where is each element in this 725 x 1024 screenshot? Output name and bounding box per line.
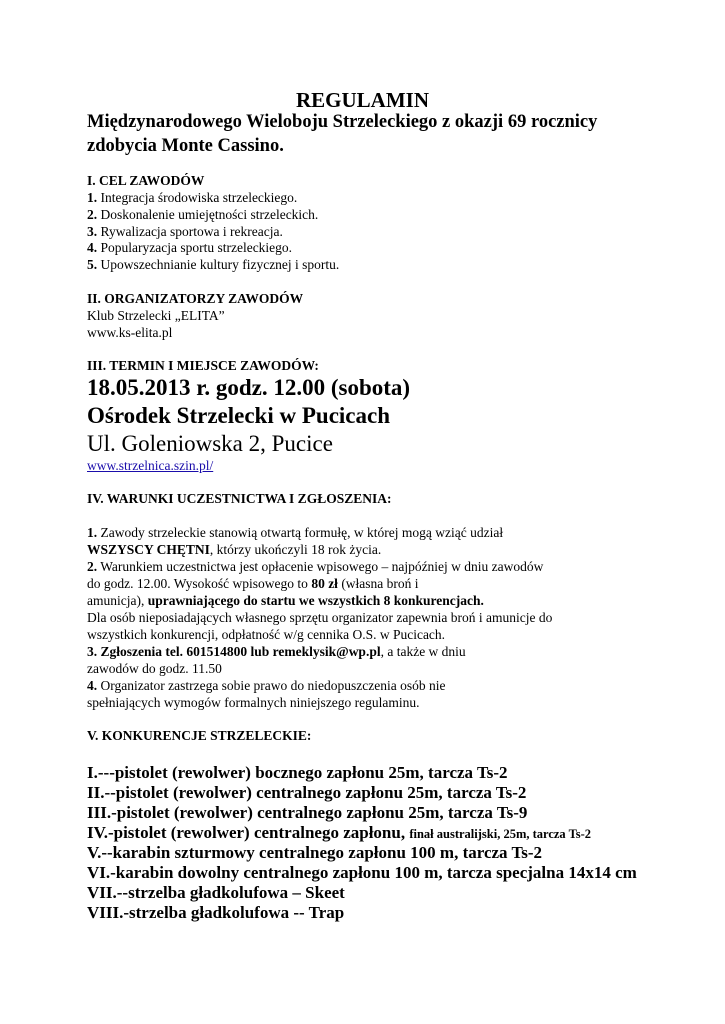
paragraph-3-line-2: zawodów do godz. 11.50 xyxy=(87,661,222,676)
competition-item: III.-pistolet (rewolwer) centralnego zapłonu 25m, tarcza Ts-9 xyxy=(87,803,528,822)
competition-item: VI.-karabin dowolny centralnego zapłonu 100 m, tarcza specjalna 14x14 cm xyxy=(87,863,637,882)
paragraph-1-line-1: 1. Zawody strzeleckie stanowią otwartą formułę, w której mogą wziąć udział xyxy=(87,525,504,540)
organizer-website: www.ks-elita.pl xyxy=(87,325,173,340)
section-5-heading: V. KONKURENCJE STRZELECKIE: xyxy=(87,728,312,743)
section-4-heading: IV. WARUNKI UCZESTNICTWA I ZGŁOSZENIA: xyxy=(87,491,392,506)
competition-item: I.---pistolet (rewolwer) bocznego zapłonu 25m, tarcza Ts-2 xyxy=(87,763,508,782)
paragraph-2-line-2: do godz. 12.00. Wysokość wpisowego to 80 zł (własna broń i xyxy=(87,576,419,591)
organizer-club: Klub Strzelecki „ELITA” xyxy=(87,308,225,323)
event-place: Ośrodek Strzelecki w Pucicach xyxy=(87,403,390,428)
paragraph-2-line-3: amunicja), uprawniającego do startu we wszystkich 8 konkurencjach. xyxy=(87,593,484,608)
event-address: Ul. Goleniowska 2, Pucice xyxy=(87,431,333,456)
paragraph-4-line-1: 4. Organizator zastrzega sobie prawo do niedopuszczenia osób nie xyxy=(87,678,446,693)
event-date: 18.05.2013 r. godz. 12.00 (sobota) xyxy=(87,375,411,400)
paragraph-2-line-1: 2. Warunkiem uczestnictwa jest opłacenie wpisowego – najpóźniej w dniu zawodów xyxy=(87,559,544,574)
document-title: REGULAMIN xyxy=(295,88,429,112)
competition-item: II.--pistolet (rewolwer) centralnego zapłonu 25m, tarcza Ts-2 xyxy=(87,783,527,802)
competition-item: VIII.-strzelba gładkolufowa -- Trap xyxy=(87,903,345,922)
list-item: 5. Upowszechnianie kultury fizycznej i sportu. xyxy=(87,257,340,272)
venue-link[interactable]: www.strzelnica.szin.pl/ xyxy=(87,458,214,473)
competition-item: V.--karabin szturmowy centralnego zapłonu 100 m, tarcza Ts-2 xyxy=(87,843,543,862)
paragraph-4-line-2: spełniających wymogów formalnych niniejszego regulaminu. xyxy=(87,695,420,710)
list-item: 4. Popularyzacja sportu strzeleckiego. xyxy=(87,240,293,255)
subtitle-line-1: Międzynarodowego Wieloboju Strzeleckiego z okazji 69 rocznicy xyxy=(87,112,598,132)
list-item: 2. Doskonalenie umiejętności strzeleckich. xyxy=(87,207,319,222)
section-2-heading: II. ORGANIZATORZY ZAWODÓW xyxy=(87,291,304,306)
competition-item: VII.--strzelba gładkolufowa – Skeet xyxy=(87,883,345,902)
list-item: 1. Integracja środowiska strzeleckiego. xyxy=(87,190,298,205)
paragraph-1-line-2: WSZYSCY CHĘTNI, którzy ukończyli 18 rok życia. xyxy=(87,542,382,557)
paragraph-2-line-5: wszystkich konkurencji, odpłatność w/g cennika O.S. w Pucicach. xyxy=(87,627,446,642)
competition-item: IV.-pistolet (rewolwer) centralnego zapłonu, finał australijski, 25m, tarcza Ts-2 xyxy=(87,823,592,842)
section-3-heading: III. TERMIN I MIEJSCE ZAWODÓW: xyxy=(87,358,319,373)
subtitle-line-2: zdobycia Monte Cassino. xyxy=(87,136,284,156)
paragraph-2-line-4: Dla osób nieposiadających własnego sprzętu organizator zapewnia broń i amunicje do xyxy=(87,610,553,625)
paragraph-3-line-1: 3. Zgłoszenia tel. 601514800 lub remeklysik@wp.pl, a także w dniu xyxy=(87,644,466,659)
list-item: 3. Rywalizacja sportowa i rekreacja. xyxy=(87,224,283,239)
section-1-heading: I. CEL ZAWODÓW xyxy=(87,173,205,188)
